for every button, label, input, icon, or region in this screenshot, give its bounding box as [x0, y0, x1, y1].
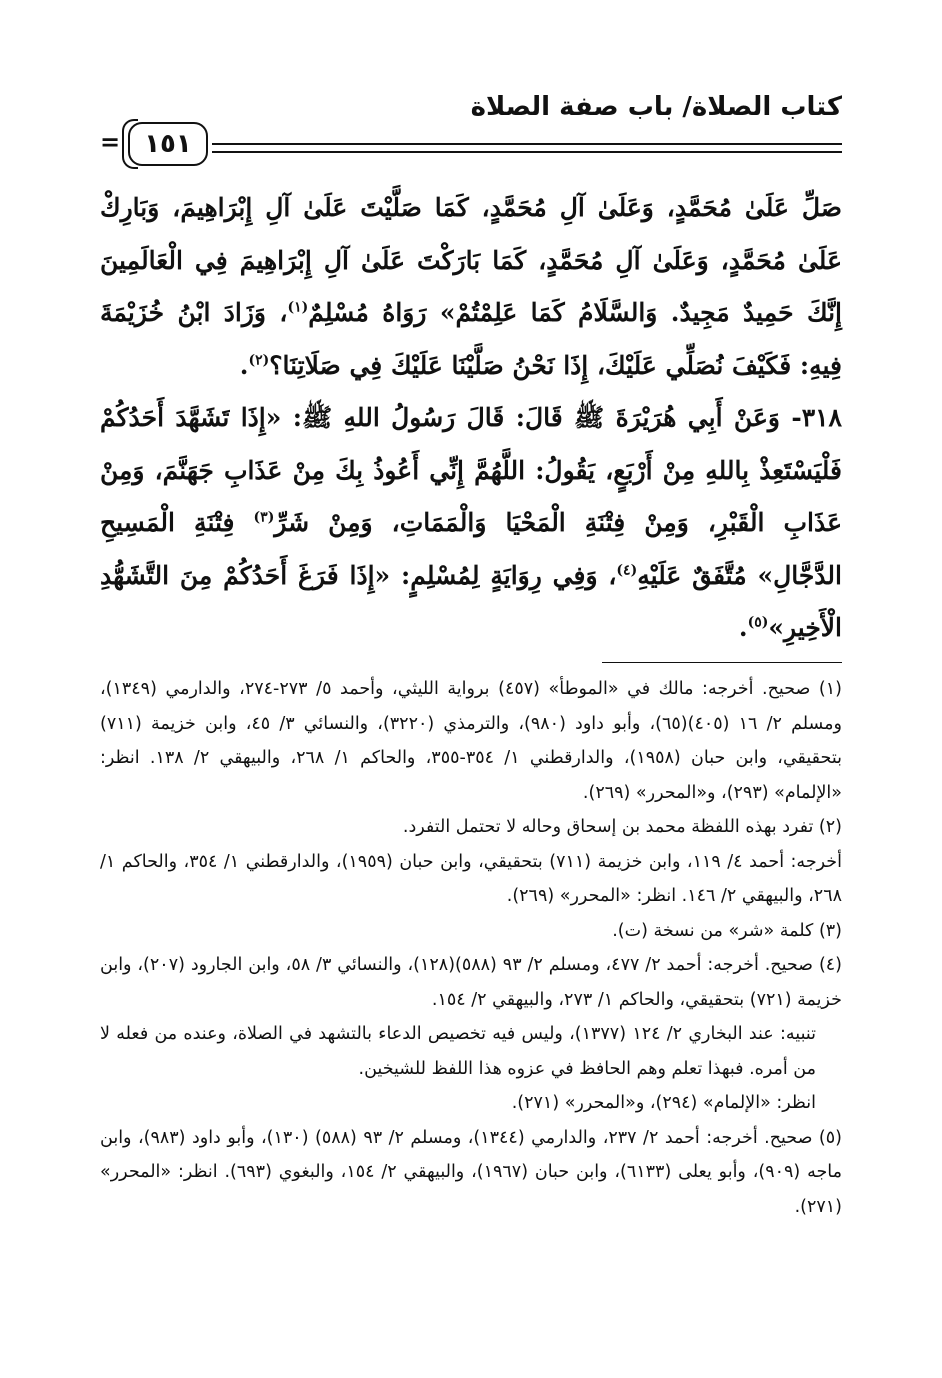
- hadith-text: ، وَزَادَ ابْنُ خُزَيْمَةَ فِيهِ: فَكَيْفَ نُصَلِّي عَلَيْكَ، إِذَا نَحْنُ صَلَّيْنَا عَلَيْكَ فِي صَلَاتِنَا؟: [100, 298, 842, 380]
- hadith-text: ، وَفِي رِوَايَةٍ لِمُسْلِمٍ: «إِذَا فَرَغَ أَحَدُكُمْ مِنَ التَّشَهُّدِ الْأَخِيرِ»: [100, 560, 842, 642]
- hadith-text: صَلِّ عَلَىٰ مُحَمَّدٍ، وَعَلَىٰ آلِ مُحَمَّدٍ، كَمَا صَلَّيْتَ عَلَىٰ آلِ إِبْرَاهِيمَ، وَبَارِكْ عَلَىٰ مُحَمَّدٍ، وَعَلَىٰ آلِ مُحَمَّدٍ، كَمَا بَارَكْتَ عَلَىٰ آلِ إِبْرَاهِيمَ فِي الْعَالَمِينَ إِنَّكَ حَمِيدٌ مَجِيدٌ. وَالسَّلَامُ كَمَا عَلِمْتُمْ» رَوَاهُ مُسْلِمٌ: [100, 193, 842, 327]
- footnote-separator: [602, 662, 842, 663]
- footnote-ref-5[interactable]: (٥): [747, 614, 769, 631]
- hadith-text: فِتْنَةِ الْمَسِيحِ الدَّجَّالِ» مُتَّفَقٌ عَلَيْهِ: [100, 508, 842, 590]
- footnote-1: (١) صحيح. أخرجه: مالك في «الموطأ» (٤٥٧) برواية الليثي، وأحمد ٥/ ٢٧٣-٢٧٤، والدارمي (١٣٤٩)، ومسلم ٢/ ١٦ (٤٠٥)(٦٥)، وأبو داود (٩٨٠)، والترمذي (٣٢٢٠)، والنسائي ٣/ ٤٥، وابن خزيمة (٧١١) بتحقيقي، وابن حبان (١٩٥٨)، والدارقطني ١/ ٣٥٤-٣٥٥، والحاكم ١/ ٢٦٨، والبيهقي ٢/ ١٣٨. انظر: «الإلمام» (٢٩٣)، و«المحرر» (٢٦٩).: [100, 679, 842, 803]
- main-text: [100, 182, 842, 655]
- hadith-text: .: [738, 613, 748, 642]
- footnote-4-see-also: انظر: «الإلمام» (٢٩٤)، و«المحرر» (٢٧١).: [511, 1093, 816, 1113]
- header-rule-top: [212, 143, 842, 145]
- header-ornament: =: [100, 128, 121, 156]
- footnote-2: (٢) تفرد بهذه اللفظة محمد بن إسحاق وحاله لا تحتمل التفرد.: [402, 817, 842, 837]
- footnotes: [100, 672, 842, 1224]
- footnote-ref-1[interactable]: (١): [287, 299, 309, 316]
- footnote-2-continued: أخرجه: أحمد ٤/ ١١٩، وابن خزيمة (٧١١) بتحقيقي، وابن حبان (١٩٥٩)، والدارقطني ١/ ٣٥٤، والحاكم ١/ ٢٦٨، والبيهقي ٢/ ١٤٦. انظر: «المحرر» (٢٦٩).: [100, 851, 842, 906]
- header-rule-bottom: [212, 151, 842, 153]
- running-header-title: كتاب الصلاة/ باب صفة الصلاة: [470, 92, 842, 122]
- hadith-text: ٣١٨- وَعَنْ أَبِي هُرَيْرَةَ ﷺ قَالَ: قَالَ رَسُولُ اللهِ ﷺ: «إِذَا تَشَهَّدَ أَحَدُكُمْ فَلْيَسْتَعِذْ بِاللهِ مِنْ أَرْبَعٍ، يَقُولُ: اللَّهُمَّ إِنِّي أَعُوذُ بِكَ مِنْ عَذَابِ جَهَنَّمَ، وَمِنْ عَذَابِ الْقَبْرِ، وَمِنْ فِتْنَةِ الْمَحْيَا وَالْمَمَاتِ، وَمِنْ شَرِّ: [100, 403, 842, 537]
- footnote-ref-3[interactable]: (٣): [253, 509, 275, 526]
- footnote-5: (٥) صحيح. أخرجه: أحمد ٢/ ٢٣٧، والدارمي (١٣٤٤)، ومسلم ٢/ ٩٣ (٥٨٨) (١٣٠)، وأبو داود (٩٨٣)، وابن ماجه (٩٠٩)، وأبو يعلى (٦١٣٣)، وابن حبان (١٩٦٧)، والبيهقي ٢/ ١٥٤، والبغوي (٦٩٣). انظر: «المحرر» (٢٧١).: [100, 1127, 843, 1217]
- footnote-4-note: تنبيه: عند البخاري ٢/ ١٢٤ (١٣٧٧)، وليس فيه تخصيص الدعاء بالتشهد في الصلاة، وعنده من فعله لا من أمره. فبهذا تعلم وهم الحافظ في عزوه هذا اللفظ للشيخين.: [100, 1024, 817, 1079]
- footnote-ref-2[interactable]: (٢): [248, 352, 270, 369]
- hadith-paragraph-318: [100, 392, 842, 655]
- footnote-3: (٣) كلمة «شر» من نسخة (ت).: [612, 920, 842, 941]
- footnote-ref-4[interactable]: (٤): [616, 562, 638, 579]
- hadith-paragraph-317: [100, 182, 842, 392]
- hadith-text: .: [239, 350, 249, 380]
- footnote-4: (٤) صحيح. أخرجه: أحمد ٢/ ٤٧٧، ومسلم ٢/ ٩٣ (٥٨٨)(١٢٨)، والنسائي ٣/ ٥٨، وابن الجارود (٢٠٧)، وابن خزيمة (٧٢١) بتحقيقي، والحاكم ١/ ٢٧٣، والبيهقي ٢/ ١٥٤.: [100, 955, 842, 1010]
- page-number: ١٥١: [128, 122, 208, 166]
